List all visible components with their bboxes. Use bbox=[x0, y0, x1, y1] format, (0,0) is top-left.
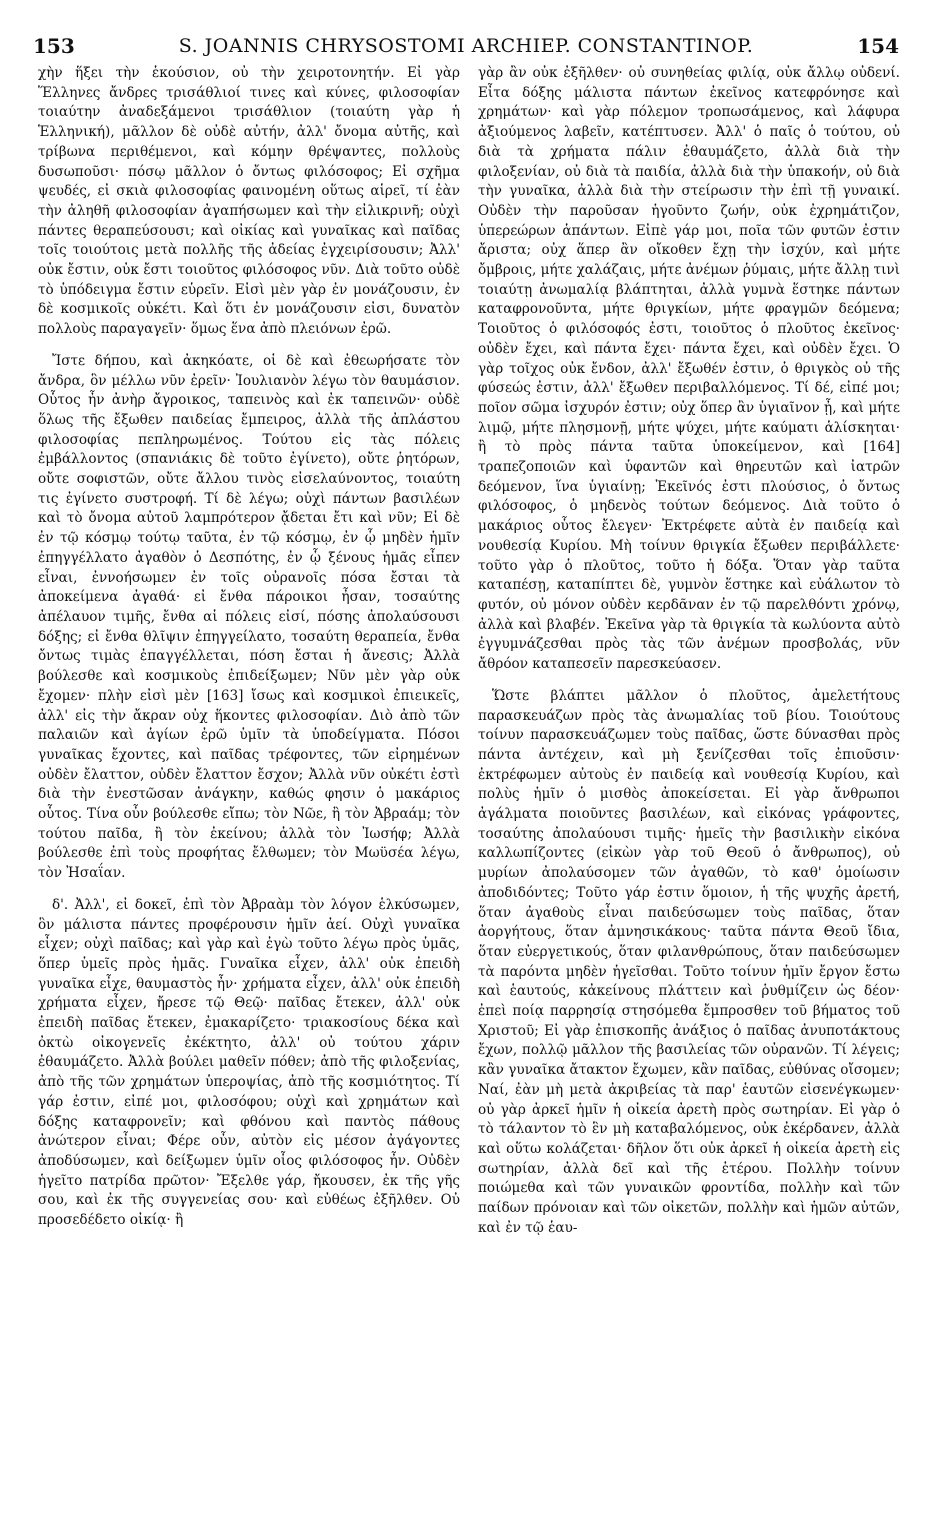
right-column bbox=[478, 64, 900, 1522]
paragraph: χὴν ἥξει τὴν ἑκούσιον, οὐ τὴν χειροτονητήν. Εἰ γὰρ Ἕλληνες ἄνδρες τρισάθλιοί τινες καὶ κύνες, φιλοσοφίαν τοιαύτην ἀναδεξάμενοι τρισάθλιον (τοιαύτη γὰρ ἡ Ἑλληνική), μᾶλλον δὲ οὐδὲ αὐτήν, ἀλλ' ὄνομα αὐτῆς, καὶ τρίβωνα περιθέμενοι, καὶ κόμην θρέψαντες, πολλοὺς δυσωποῦσι· πόσῳ μᾶλλον ὁ ὄντως φιλόσοφος; Εἰ σχῆμα ψευδές, εἰ σκιὰ φιλοσοφίας φαινομένη οὕτως αἱρεῖ, τί ἐὰν τὴν ἀληθῆ φιλοσοφίαν ἀγαπήσωμεν καὶ τὴν εἰλικρινῆ; οὐχὶ πάντες θεραπεύσουσι; καὶ οἰκίας καὶ γυναῖκας καὶ παῖδας τοῖς τοιούτοις μετὰ πολλῆς τῆς ἀδείας ἐγχειρίσουσιν; Ἀλλ' οὐκ ἔστιν, οὐκ ἔστι τοιοῦτος φιλόσοφος νῦν. Διὰ τοῦτο οὐδὲ τὸ ὑπόδειγμα ἔστιν εὑρεῖν. Εἰσὶ μὲν γὰρ ἐν μονάζουσιν, ἐν δὲ κοσμικοῖς οὐκέτι. Καὶ ὅτι ἐν μονάζουσιν εἰσι, δυνατὸν πολλοὺς παραγαγεῖν· ὅμως ἕνα ἀπὸ πλειόνων ἐρῶ. bbox=[38, 65, 460, 338]
paragraph: γὰρ ἂν οὐκ ἐξῆλθεν· οὐ συνηθείας φιλίᾳ, οὐκ ἄλλῳ οὐδενί. Εἶτα δόξης μάλιστα πάντων ἐκεῖνος κατεφρόνησε καὶ χρημάτων· καὶ γὰρ πόλεμον τροπωσάμενος, καὶ λάφυρα ἀξιούμενος λαβεῖν, κατέπτυσεν. Ἀλλ' ὁ παῖς ὁ τούτου, οὐ διὰ τὰ χρήματα πάλιν ἐθαυμάζετο, ἀλλὰ διὰ τὴν φιλοξενίαν, οὐ διὰ τὰ παιδία, ἀλλὰ διὰ τὴν ὑπακοήν, οὐ διὰ τὴν γυναῖκα, ἀλλὰ διὰ τὴν στείρωσιν τὴν ἐπὶ τῇ γυναικί. Οὐδὲν τὴν παροῦσαν ἡγοῦντο ζωήν, οὐκ ἐχρημάτιζον, ὑπερεώρων ἁπάντων. Εἰπὲ γάρ μοι, ποῖα τῶν φυτῶν ἐστιν ἄριστα; οὐχ ἅπερ ἂν οἴκοθεν ἔχῃ τὴν ἰσχύν, καὶ μήτε ὄμβροις, μήτε χαλάζαις, μήτε ἀνέμων ῥύμαις, μήτε ἄλλῃ τινὶ τοιαύτῃ ἀνωμαλίᾳ βλάπτηται, ἀλλὰ γυμνὰ ἕστηκε πάντων καταφρονοῦντα, μήτε θριγκίων, μήτε φραγμῶν δεόμενα; Τοιοῦτος ὁ φιλόσοφός ἐστι, τοιοῦτος ὁ πλοῦτος ἐκεῖνος· οὐδὲν ἔχει, καὶ πάντα ἔχει· πάντα ἔχει, καὶ οὐδὲν ἔχει. Ὁ γὰρ τοῖχος οὐκ ἔνδον, ἀλλ' ἔξωθέν ἐστιν, ὁ θριγκὸς οὐ τῆς φύσεώς ἐστιν, ἀλλ' ἔξωθεν περιβαλλόμενος. Τί δέ, εἰπέ μοι; ποῖον σῶμα ἰσχυρόν ἐστιν; οὐχ ὅπερ ἂν ὑγιαῖνον ᾖ, καὶ μήτε λιμῷ, μήτε πλησμονῇ, μήτε ψύχει, μήτε καύματι ἁλίσκηται· ἢ τὸ πρὸς πάντα ταῦτα ὑποκείμενον, καὶ [164] τραπεζοποιῶν καὶ ὑφαντῶν καὶ θηρευτῶν καὶ ἰατρῶν δεόμενον, ἵνα ὑγιαίνῃ; Ἐκεῖνός ἐστι πλούσιος, ὁ ὄντως φιλόσοφος, ὁ μηδενὸς τούτων δεόμενος. Διὰ τοῦτο ὁ μακάριος οὗτος ἔλεγεν· Ἐκτρέφετε αὐτὰ ἐν παιδείᾳ καὶ νουθεσίᾳ Κυρίου. Μὴ τοίνυν θριγκία ἔξωθεν περιβάλλετε· τοῦτο γὰρ ὁ πλοῦτος, τοῦτο ἡ δόξα. Ὅταν γὰρ ταῦτα καταπέσῃ, καταπίπτει δὲ, γυμνὸν ἕστηκε καὶ εὐάλωτον τὸ φυτόν, οὐ μόνον οὐδὲν κερδᾶναν ἐν τῷ παρελθόντι χρόνῳ, ἀλλὰ καὶ βλαβέν. Ἐκεῖνα γὰρ τὰ θριγκία τὰ κωλύοντα αὐτὸ ἐγγυμνάζεσθαι πρὸς τὰς τῶν ἀνέμων προσβολάς, νῦν ἄθρόον καταπεσεῖν παρεσκεύασεν. bbox=[478, 65, 900, 673]
left-column bbox=[38, 64, 460, 1522]
paragraph: δ'. Ἀλλ', εἰ δοκεῖ, ἐπὶ τὸν Ἀβραὰμ τὸν λόγον ἑλκύσωμεν, ὃν μάλιστα πάντες προφέρουσιν ἡμῖν ἀεί. Οὐχὶ γυναῖκα εἶχεν; οὐχὶ παῖδας; καὶ γὰρ καὶ ἐγὼ τοῦτο λέγω πρὸς ὑμᾶς, ὅπερ ὑμεῖς πρὸς ἡμᾶς. Γυναῖκα εἶχεν, ἀλλ' οὐκ ἐπειδὴ γυναῖκα εἶχε, θαυμαστὸς ἦν· χρήματα εἶχεν, ἀλλ' οὐκ ἐπειδὴ χρήματα εἶχεν, ἤρεσε τῷ Θεῷ· παῖδας ἔτεκεν, ἀλλ' οὐκ ἐπειδὴ παῖδας ἔτεκεν, ἐμακαρίζετο· τριακοσίους δέκα καὶ ὀκτὼ οἰκογενεῖς ἐκέκτητο, ἀλλ' οὐ τούτου χάριν ἐθαυμάζετο. Ἀλλὰ βούλει μαθεῖν πόθεν; ἀπὸ τῆς φιλοξενίας, ἀπὸ τῆς τῶν χρημάτων ὑπεροψίας, ἀπὸ τῆς κοσμιότητος. Τί γάρ ἐστιν, εἰπέ μοι, φιλοσόφου; οὐχὶ καὶ χρημάτων καὶ δόξης καταφρονεῖν; καὶ φθόνου καὶ παντὸς πάθους ἀνώτερον εἶναι; Φέρε οὖν, αὐτὸν εἰς μέσον ἀγάγοντες ἀποδύσωμεν, καὶ δείξωμεν ὑμῖν οἷος φιλόσοφος ἦν. Οὐδὲν ἡγεῖτο πατρίδα πρῶτον· Ἔξελθε γάρ, ἤκουσεν, ἐκ τῆς γῆς σου, καὶ ἐκ τῆς συγγενείας σου· καὶ εὐθέως ἐξῆλθεν. Οὐ προσεδέδετο οἰκίᾳ· ἢ bbox=[38, 896, 460, 1229]
paragraph: Ὥστε βλάπτει μᾶλλον ὁ πλοῦτος, ἀμελετήτους παρασκευάζων πρὸς τὰς ἀνωμαλίας τοῦ βίου. Τοιούτους τοίνυν παρασκευάζωμεν τοὺς παῖδας, ὥστε δύνασθαι πρὸς πάντα ἀντέχειν, καὶ μὴ ξενίζεσθαι τοῖς ἐπιοῦσιν· ἐκτρέφωμεν αὐτοὺς ἐν παιδείᾳ καὶ νουθεσίᾳ Κυρίου, καὶ πολὺς ἡμῖν ὁ μισθὸς ἀποκείσεται. Εἰ γὰρ ἄνθρωποι ἀγάλματα ποιοῦντες βασιλέων, καὶ εἰκόνας γράφοντες, τοσαύτης ἀπολαύουσι τιμῆς· ἡμεῖς τὴν βασιλικὴν εἰκόνα καλλωπίζοντες (εἰκὼν γὰρ τοῦ Θεοῦ ὁ ἄνθρωπος), οὐ μυρίων ἀπολαύσομεν τῶν ἀγαθῶν, τὸ καθ' ὁμοίωσιν ἀποδιδόντες; Τοῦτο γάρ ἐστιν ὅμοιον, ἡ τῆς ψυχῆς ἀρετή, ὅταν ἀγαθοὺς εἶναι παιδεύσωμεν τοὺς παῖδας, ὅταν ἀοργήτους, ὅταν ἀμνησικάκους· ταῦτα πάντα Θεοῦ ἴδια, ὅταν εὐεργετικούς, ὅταν φιλανθρώπους, ὅταν παιδεύσωμεν τὰ παρόντα μηδὲν ἡγεῖσθαι. Τοῦτο τοίνυν ἡμῖν ἔργον ἔστω καὶ ἑαυτούς, κἀκείνους πλάττειν καὶ ῥυθμίζειν ὡς δέον· ἐπεὶ ποίᾳ παρρησίᾳ στησόμεθα ἔμπροσθεν τοῦ βήματος τοῦ Χριστοῦ; Εἰ γὰρ ἐπισκοπῆς ἀνάξιος ὁ παῖδας ἀνυποτάκτους ἔχων, πολλῷ μᾶλλον τῆς βασιλείας τῶν οὐρανῶν. Τί λέγεις; κἂν γυναῖκα ἄτακτον ἔχωμεν, κἂν παῖδας, εὐθύνας οἴσομεν; Ναί, ἐὰν μὴ μετὰ ἀκριβείας τὰ παρ' ἑαυτῶν εἰσενέγκωμεν· οὐ γὰρ ἀρκεῖ ἡμῖν ἡ οἰκεία ἀρετὴ πρὸς σωτηρίαν. Εἰ γὰρ ὁ τὸ τάλαντον τὸ ἓν μὴ καταβαλόμενος, οὐκ ἐκέρδανεν, ἀλλὰ καὶ οὕτω κολάζεται· δῆλον ὅτι οὐκ ἀρκεῖ ἡ οἰκεία ἀρετὴ εἰς σωτηρίαν, ἀλλὰ δεῖ καὶ τῆς ἑτέρου. Πολλὴν τοίνυν ποιώμεθα καὶ τῶν γυναικῶν φροντίδα, πολλὴν καὶ τῶν παίδων πρόνοιαν καὶ τῶν οἰκετῶν, πολλὴν καὶ ἡμῶν αὐτῶν, καὶ ἐν τῷ ἑαυ- bbox=[478, 687, 900, 1236]
running-title: S. JOANNIS CHRYSOSTOMI ARCHIEP. CONSTANTINOP. bbox=[178, 35, 754, 57]
paragraph: Ἴστε δήπου, καὶ ἀκηκόατε, οἱ δὲ καὶ ἐθεωρήσατε τὸν ἄνδρα, ὃν μέλλω νῦν ἐρεῖν· Ἰουλιανὸν λέγω τὸν θαυμάσιον. Οὗτος ἦν ἀνὴρ ἄγροικος, ταπεινὸς καὶ ἐκ ταπεινῶν· οὐδὲ ὅλως τῆς ἔξωθεν παιδείας ἔμπειρος, ἀλλὰ τῆς ἀπλάστου φιλοσοφίας πεπληρωμένος. Τούτου εἰς τὰς πόλεις ἐμβάλλοντος (σπανιάκις δὲ τοῦτο ἐγίνετο), οὔτε ῥητόρων, οὔτε σοφιστῶν, οὔτε ἄλλου τινὸς εἰσελαύνοντος, τοιαύτη τις ἐγίνετο συστροφή. Τί δὲ λέγω; οὐχὶ πάντων βασιλέων καὶ τὸ ὄνομα αὐτοῦ λαμπρότερον ᾄδεται ἔτι καὶ νῦν; Εἰ δὲ ἐν τῷ κόσμῳ τούτῳ ταῦτα, ἐν τῷ κόσμῳ, ἐν ᾧ μηδὲν ἡμῖν ἐπηγγέλλατο ἀγαθὸν ὁ Δεσπότης, ἐν ᾧ ξένους ἡμᾶς εἶπεν εἶναι, ἐννοήσωμεν ἐν τοῖς οὐρανοῖς πόσα ἔσται τὰ ἀποκείμενα ἀγαθά· εἰ ἔνθα πάροικοι ἦσαν, τοσαύτης ἀπέλαυον τιμῆς, ἔνθα αἱ πόλεις εἰσί, πόσης ἀπολαύσουσι δόξης; εἰ ἔνθα θλῖψιν ἐπηγγείλατο, τοσαύτη θεραπεία, ἔνθα ὄντως τιμὰς ἐπαγγέλλεται, πόση ἔσται ἡ ἄνεσις; Ἀλλὰ βούλεσθε καὶ κοσμικοὺς ἐπιδείξωμεν; Νῦν μὲν γὰρ οὐκ ἔχομεν· πλὴν εἰσὶ μὲν [163] ἴσως καὶ κοσμικοὶ ἐπιεικεῖς, ἀλλ' εἰς τὴν ἄκραν οὐχ ἥκοντες φιλοσοφίαν. Διὸ ἀπὸ τῶν παλαιῶν καὶ ἁγίων ἐρῶ ὑμῖν τὰ ὑποδείγματα. Πόσοι γυναῖκας ἔχοντες, καὶ παῖδας τρέφοντες, τῶν εἰρημένων οὐδὲν ἔλαττον, οὐδὲν ἔλαττον ἔσχον; Ἀλλὰ νῦν οὐκέτι ἐστὶ διὰ τὴν ἐνεστῶσαν ἀνάγκην, καθώς φησιν ὁ μακάριος οὗτος. Τίνα οὖν βούλεσθε εἴπω; τὸν Νῶε, ἢ τὸν Ἀβραάμ; τὸν τούτου παῖδα, ἢ τὸν ἐκείνου; ἀλλὰ τὸν Ἰωσήφ; Ἀλλὰ βούλεσθε ἐπὶ τοὺς προφήτας ἔλθωμεν; τὸν Μωϋσέα λέγω, τὸν Ἠσαΐαν. bbox=[38, 352, 460, 882]
running-header bbox=[33, 34, 899, 58]
page-number-left: 153 bbox=[33, 34, 75, 58]
page-number-right: 154 bbox=[857, 34, 899, 58]
